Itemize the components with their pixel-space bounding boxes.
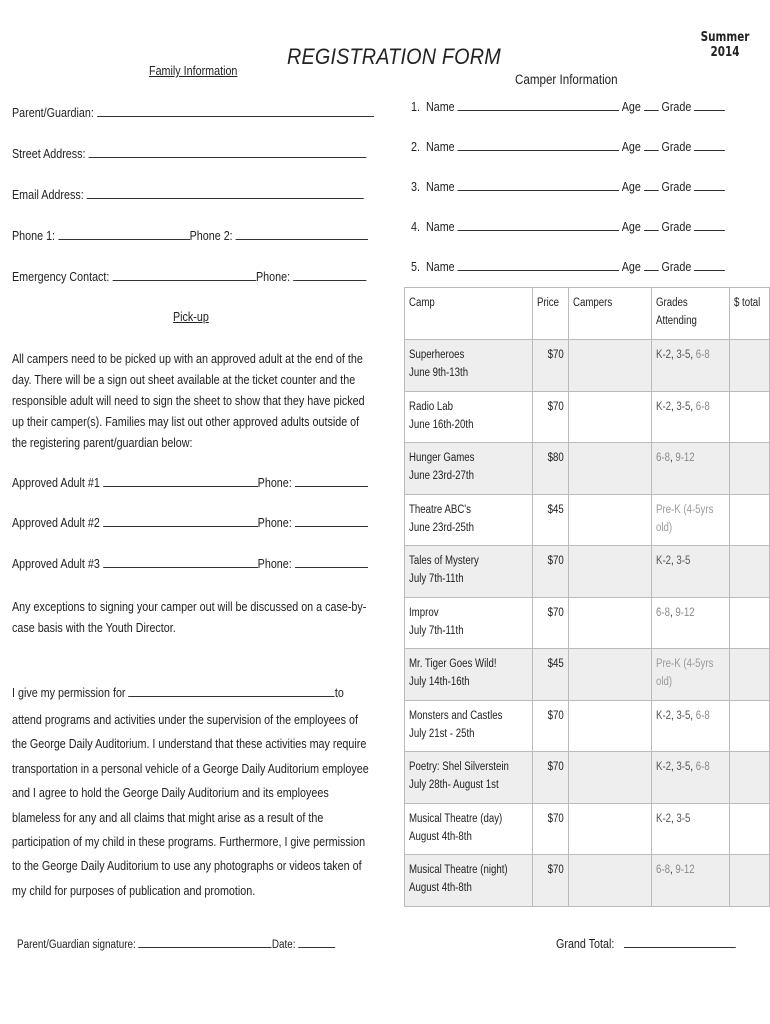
- grades-cell: [652, 700, 729, 752]
- camper-name-label: Name: [425, 260, 455, 274]
- camp-cell: [405, 340, 533, 392]
- camper-name-line[interactable]: [458, 99, 620, 111]
- signature-line[interactable]: [139, 936, 272, 948]
- header-grades: Grades Attending: [652, 288, 729, 340]
- camp-dates: July 28th- August 1st: [409, 779, 499, 791]
- camp-cell: [405, 855, 533, 907]
- camp-name: Tales of Mystery: [409, 555, 479, 567]
- camp-name: Musical Theatre (day): [409, 812, 503, 825]
- total-cell[interactable]: [729, 391, 769, 443]
- camp-cell: [405, 443, 533, 495]
- camp-name: Improv: [409, 606, 439, 619]
- camp-name: Monsters and Castles: [409, 709, 503, 722]
- camp-price: $70: [547, 709, 564, 722]
- total-cell[interactable]: [729, 700, 769, 752]
- pickup-heading: Pick-up: [173, 310, 209, 324]
- grades-line1: K-2, 3-5, 6-8: [656, 349, 710, 361]
- camp-price: $70: [547, 400, 564, 413]
- camper-grade-label: Grade: [661, 260, 692, 274]
- camp-dates: June 16th-20th: [409, 418, 474, 431]
- campers-cell[interactable]: [568, 494, 652, 546]
- camp-price: $70: [547, 812, 564, 825]
- grades-line1: K-2, 3-5: [656, 812, 691, 825]
- email-address-line[interactable]: [87, 187, 364, 199]
- approved-adult-1-line[interactable]: [103, 475, 258, 487]
- camper-name-label: Name: [425, 100, 455, 114]
- camp-name: Hunger Games: [409, 452, 475, 464]
- camp-dates: July 21st - 25th: [409, 727, 475, 740]
- approved-adult-3-phone-line[interactable]: [295, 556, 368, 568]
- camper-age-line[interactable]: [644, 179, 659, 191]
- camper-row[interactable]: [411, 219, 725, 234]
- grades-cell: [652, 391, 729, 443]
- camp-cell: [405, 391, 533, 443]
- total-cell[interactable]: [729, 340, 769, 392]
- emergency-contact-field[interactable]: [12, 269, 366, 284]
- camper-row[interactable]: [411, 179, 725, 194]
- camp-price: $70: [547, 864, 564, 876]
- grades-cell: [652, 597, 729, 649]
- grades-line1: 6-8, 9-12: [656, 452, 695, 464]
- table-row: [405, 700, 770, 752]
- table-row: [405, 752, 770, 804]
- approved-adult-2-phone-line[interactable]: [295, 515, 368, 527]
- camper-name-line[interactable]: [458, 219, 620, 231]
- camper-grade-line[interactable]: [694, 219, 725, 231]
- price-cell: [532, 803, 568, 855]
- table-row: [405, 803, 770, 855]
- total-cell[interactable]: [729, 803, 769, 855]
- camper-age-line[interactable]: [644, 139, 659, 151]
- parent-guardian-label: Parent/Guardian:: [12, 106, 94, 120]
- price-cell: [532, 546, 568, 598]
- camp-dates: June 23rd-27th: [409, 470, 474, 482]
- date-label: Date:: [271, 939, 296, 951]
- grades-cell: [652, 855, 729, 907]
- camp-dates: June 9th-13th: [409, 367, 469, 379]
- table-row: [405, 340, 770, 392]
- camper-age-label: Age: [621, 100, 641, 114]
- parent-guardian-line[interactable]: [97, 105, 374, 117]
- camp-name: Mr. Tiger Goes Wild!: [409, 658, 497, 670]
- phone2-label: Phone 2:: [189, 229, 233, 243]
- price-cell: [532, 700, 568, 752]
- approved-adult-3-line[interactable]: [103, 556, 258, 568]
- page-title: REGISTRATION FORM: [287, 44, 501, 69]
- permission-paragraph: attend programs and activities under the supervision of the employees of the George Daily Auditorium. I understand that these activities may require transportation in a personal vehicle of a George Daily Auditorium employee and I agree to hold the George Daily Auditorium and its employees blameless for any and all claims that might arise as a result of the participation of my child in these programs. Furthermore, I give permission to the George Daily Auditorium to use any photographs or videos taken of my child for purposes of publication and promotion.: [12, 713, 369, 898]
- camper-age-label: Age: [621, 260, 641, 274]
- camp-cell: [405, 700, 533, 752]
- camper-grade-line[interactable]: [694, 179, 725, 191]
- approved-adult-2-line[interactable]: [103, 515, 258, 527]
- camp-price: $80: [547, 452, 564, 464]
- header-camp: Camp: [405, 288, 533, 340]
- campers-cell[interactable]: [568, 597, 652, 649]
- permission-end-label: to: [334, 686, 344, 700]
- camp-price: $70: [547, 606, 564, 619]
- campers-cell[interactable]: [568, 340, 652, 392]
- table-row: [405, 443, 770, 495]
- camper-row[interactable]: [411, 139, 725, 154]
- table-header-row: [405, 288, 770, 340]
- table-row: [405, 391, 770, 443]
- street-address-line[interactable]: [88, 146, 366, 158]
- table-row: [405, 855, 770, 907]
- email-address-label: Email Address:: [12, 188, 84, 202]
- pickup-paragraph: All campers need to be picked up with an approved adult at the end of the day. There will be a sign out sheet available at the ticket counter and the responsible adult will need to sign the sheet to show that they have picked up their camper(s). Families may list out other approved adults outside of the registering parent/guardian below:: [12, 352, 365, 450]
- header-price: Price: [532, 288, 568, 340]
- camper-number: 4.: [411, 220, 420, 234]
- camp-price: $45: [547, 503, 564, 516]
- emergency-phone-label: Phone:: [256, 270, 291, 284]
- camper-age-label: Age: [621, 140, 641, 154]
- camper-grade-line[interactable]: [694, 259, 725, 271]
- phone-fields[interactable]: [12, 228, 368, 243]
- exceptions-paragraph: Any exceptions to signing your camper out will be discussed on a case-by-case basis with the Youth Director.: [12, 600, 367, 635]
- grades-cell: [652, 803, 729, 855]
- price-cell: [532, 649, 568, 701]
- camper-grade-label: Grade: [661, 220, 692, 234]
- camper-age-line[interactable]: [644, 99, 659, 111]
- grand-total-line[interactable]: [624, 936, 736, 948]
- total-cell[interactable]: [729, 443, 769, 495]
- permission-field[interactable]: [12, 685, 344, 700]
- emergency-contact-label: Emergency Contact:: [12, 270, 110, 284]
- campers-cell[interactable]: [568, 443, 652, 495]
- grand-total-field[interactable]: [556, 936, 736, 951]
- camper-name-label: Name: [425, 220, 455, 234]
- camper-info-heading: Camper Information: [515, 72, 618, 87]
- grades-cell: [652, 443, 729, 495]
- grades-line1: K-2, 3-5, 6-8: [656, 400, 710, 413]
- signature-field[interactable]: [17, 936, 335, 951]
- camp-name: Poetry: Shel Silverstein: [409, 761, 509, 773]
- approved-adult-2-label: Approved Adult #2: [12, 516, 100, 530]
- permission-child-line[interactable]: [129, 685, 335, 697]
- phone2-line[interactable]: [236, 228, 368, 240]
- grades-line1: 6-8, 9-12: [656, 606, 695, 619]
- camper-number: 5.: [411, 260, 420, 274]
- camp-price: $70: [547, 761, 564, 773]
- camp-cell: [405, 752, 533, 804]
- total-cell[interactable]: [729, 649, 769, 701]
- grades-line1: K-2, 3-5: [656, 555, 691, 567]
- camper-row[interactable]: [411, 259, 725, 274]
- camp-cell: [405, 803, 533, 855]
- grades-line1: Pre-K (4-5yrs: [656, 658, 714, 670]
- family-info-heading: Family Information: [149, 64, 238, 78]
- camper-name-line[interactable]: [458, 139, 620, 151]
- grades-cell: [652, 494, 729, 546]
- approved-adult-1-label: Approved Adult #1: [12, 476, 100, 490]
- table-row: [405, 494, 770, 546]
- grades-line2: old): [656, 521, 673, 534]
- grades-line1: K-2, 3-5, 6-8: [656, 761, 710, 773]
- season-line1: Summer: [700, 30, 750, 45]
- camp-name: Superheroes: [409, 349, 465, 361]
- price-cell: [532, 443, 568, 495]
- emergency-phone-line[interactable]: [293, 269, 366, 281]
- grand-total-label: Grand Total:: [556, 937, 615, 951]
- camp-price: $70: [547, 349, 564, 361]
- phone1-label: Phone 1:: [12, 229, 56, 243]
- grades-line1: 6-8, 9-12: [656, 864, 695, 876]
- table-row: [405, 546, 770, 598]
- camp-cell: [405, 649, 533, 701]
- street-address-field[interactable]: [12, 146, 366, 161]
- camp-price: $45: [547, 658, 564, 670]
- date-line[interactable]: [298, 936, 335, 948]
- campers-cell[interactable]: [568, 391, 652, 443]
- price-cell: [532, 391, 568, 443]
- camper-name-label: Name: [425, 180, 455, 194]
- campers-cell[interactable]: [568, 649, 652, 701]
- camp-dates: July 14th-16th: [409, 676, 470, 688]
- approved-adult-2-field[interactable]: [12, 515, 368, 530]
- price-cell: [532, 494, 568, 546]
- grades-line1: Pre-K (4-5yrs: [656, 503, 714, 516]
- camper-age-label: Age: [621, 220, 641, 234]
- camp-cell: [405, 494, 533, 546]
- camp-dates: June 23rd-25th: [409, 521, 474, 534]
- approved-adult-1-phone-line[interactable]: [295, 475, 368, 487]
- camper-row[interactable]: [411, 99, 725, 114]
- price-cell: [532, 340, 568, 392]
- grades-cell: [652, 340, 729, 392]
- parent-guardian-field[interactable]: [12, 105, 374, 120]
- price-cell: [532, 855, 568, 907]
- camper-grade-label: Grade: [661, 140, 692, 154]
- campers-cell[interactable]: [568, 803, 652, 855]
- camper-grade-line[interactable]: [694, 139, 725, 151]
- approved-adult-2-phone-label: Phone:: [257, 516, 292, 530]
- camper-name-line[interactable]: [458, 179, 620, 191]
- price-cell: [532, 752, 568, 804]
- camper-number: 2.: [411, 140, 420, 154]
- season-label: [697, 30, 753, 60]
- campers-cell[interactable]: [568, 752, 652, 804]
- camper-grade-label: Grade: [661, 180, 692, 194]
- campers-cell[interactable]: [568, 855, 652, 907]
- grades-line2: old): [656, 676, 673, 688]
- camper-age-line[interactable]: [644, 259, 659, 271]
- camp-table: [404, 287, 770, 907]
- total-cell[interactable]: [729, 855, 769, 907]
- campers-cell[interactable]: [568, 546, 652, 598]
- camp-dates: July 7th-11th: [409, 573, 464, 585]
- total-cell[interactable]: [729, 546, 769, 598]
- camper-grade-line[interactable]: [694, 99, 725, 111]
- camper-age-line[interactable]: [644, 219, 659, 231]
- camp-dates: August 4th-8th: [409, 882, 472, 894]
- signature-label: Parent/Guardian signature:: [17, 939, 136, 951]
- grades-line1: K-2, 3-5, 6-8: [656, 709, 710, 722]
- camper-name-line[interactable]: [458, 259, 620, 271]
- campers-cell[interactable]: [568, 700, 652, 752]
- total-cell[interactable]: [729, 494, 769, 546]
- permission-start-label: I give my permission for: [12, 686, 126, 700]
- camper-grade-label: Grade: [661, 100, 692, 114]
- camper-number: 1.: [411, 100, 420, 114]
- header-total: $ total: [729, 288, 769, 340]
- camp-name: Theatre ABC's: [409, 503, 471, 516]
- grades-cell: [652, 649, 729, 701]
- header-campers: Campers: [568, 288, 652, 340]
- approved-adult-3-phone-label: Phone:: [257, 557, 292, 571]
- camp-dates: August 4th-8th: [409, 830, 472, 843]
- total-cell[interactable]: [729, 752, 769, 804]
- grades-cell: [652, 752, 729, 804]
- email-address-field[interactable]: [12, 187, 364, 202]
- grades-cell: [652, 546, 729, 598]
- camp-name: Radio Lab: [409, 400, 454, 413]
- price-cell: [532, 597, 568, 649]
- emergency-contact-line[interactable]: [112, 269, 256, 281]
- camp-cell: [405, 597, 533, 649]
- approved-adult-1-phone-label: Phone:: [257, 476, 292, 490]
- approved-adult-3-field[interactable]: [12, 556, 368, 571]
- phone1-line[interactable]: [58, 228, 190, 240]
- camp-price: $70: [547, 555, 564, 567]
- camper-number: 3.: [411, 180, 420, 194]
- street-address-label: Street Address:: [12, 147, 86, 161]
- total-cell[interactable]: [729, 597, 769, 649]
- approved-adult-1-field[interactable]: [12, 475, 368, 490]
- approved-adult-3-label: Approved Adult #3: [12, 557, 100, 571]
- season-year: 2014: [710, 45, 740, 60]
- camp-cell: [405, 546, 533, 598]
- camper-name-label: Name: [425, 140, 455, 154]
- camp-name: Musical Theatre (night): [409, 864, 508, 876]
- table-row: [405, 649, 770, 701]
- camper-age-label: Age: [621, 180, 641, 194]
- table-row: [405, 597, 770, 649]
- camp-dates: July 7th-11th: [409, 624, 464, 637]
